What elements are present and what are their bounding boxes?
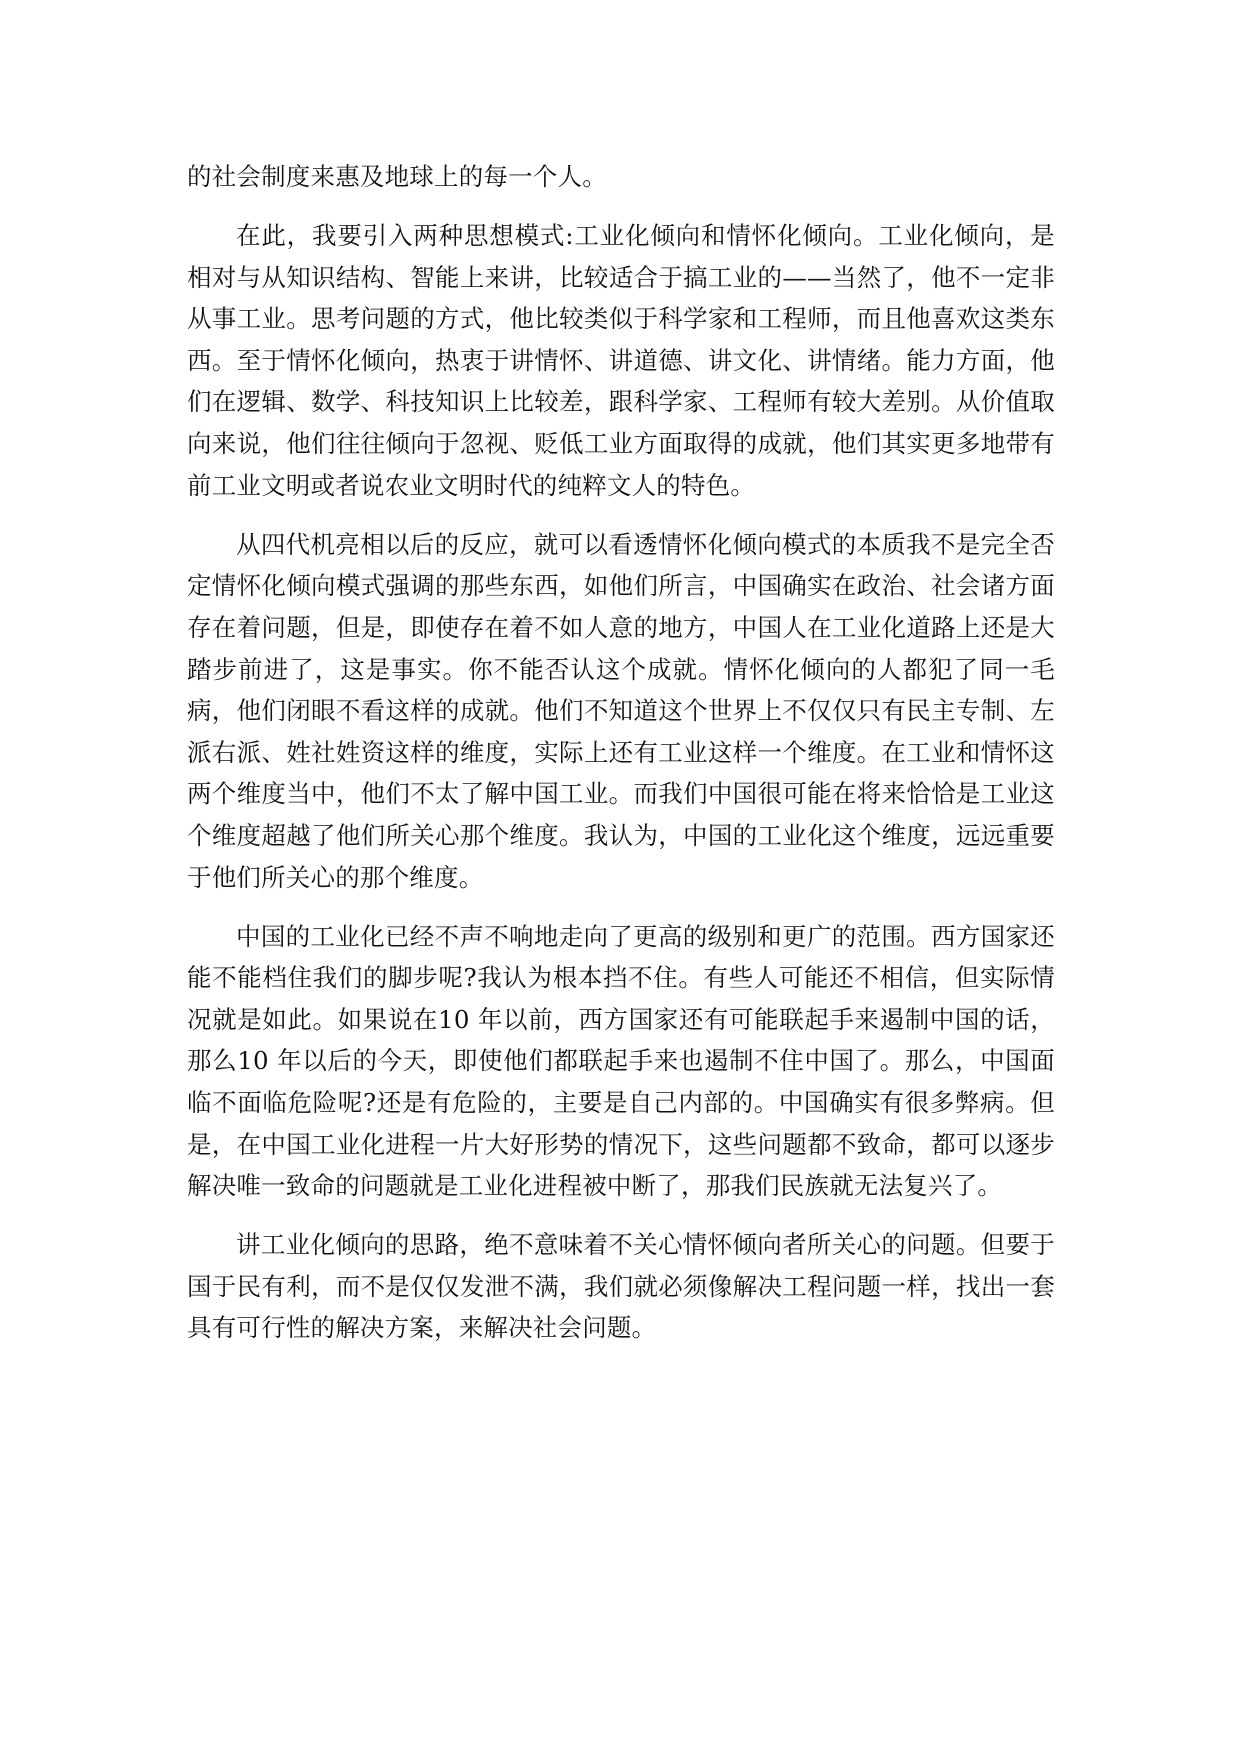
paragraph-industrialization-progress: 中国的工业化已经不声不响地走向了更高的级别和更广的范围。西方国家还能不能档住我们的脚步呢?我认为根本挡不住。有些人可能还不相信，但实际情况就是如此。如果说在10 年以前，西方国家还有可能联起手来遏制中国的话，那么10 年以后的今天，即使他们都联起手来也遏制不住中国了。那么，中国面临不面临危险呢?还是有危险的，主要是自己内部的。中国确实有很多弊病。但是，在中国工业化进程一片大好形势的情况下，这些问题都不致命，都可以逐步解决唯一致命的问题就是工业化进程被中断了，那我们民族就无法复兴了。	[187, 921, 1055, 1201]
paragraph-thinking-modes: 在此，我要引入两种思想模式:工业化倾向和情怀化倾向。工业化倾向，是相对与从知识结构、智能上来讲，比较适合于搞工业的——当然了，他不一定非从事工业。思考问题的方式，他比较类似于科学家和工程师，而且他喜欢这类东西。至于情怀化倾向，热衷于讲情怀、讲道德、讲文化、讲情绪。能力方面，他们在逻辑、数学、科技知识上比较差，跟科学家、工程师有较大差别。从价值取向来说，他们往往倾向于忽视、贬低工业方面取得的成就，他们其实更多地带有前工业文明或者说农业文明时代的纯粹文人的特色。	[187, 221, 1055, 500]
paragraph-continuation: 的社会制度来惠及地球上的每一个人。	[187, 162, 607, 191]
paragraph-fourth-gen-reaction: 从四代机亮相以后的反应，就可以看透情怀化倾向模式的本质我不是完全否定情怀化倾向模式强调的那些东西，如他们所言，中国确实在政治、社会诸方面存在着问题，但是，即使存在着不如人意的地方，中国人在工业化道路上还是大踏步前进了，这是事实。你不能否认这个成就。情怀化倾向的人都犯了同一毛病，他们闭眼不看这样的成就。他们不知道这个世界上不仅仅只有民主专制、左派右派、姓社姓资这样的维度，实际上还有工业这样一个维度。在工业和情怀这两个维度当中，他们不太了解中国工业。而我们中国很可能在将来恰恰是工业这个维度超越了他们所关心那个维度。我认为，中国的工业化这个维度，远远重要于他们所关心的那个维度。	[187, 529, 1055, 892]
document-page	[187, 156, 1055, 1696]
paragraph-conclusion: 讲工业化倾向的思路，绝不意味着不关心情怀倾向者所关心的问题。但要于国于民有利，而不是仅仅发泄不满，我们就必须像解决工程问题一样，找出一套具有可行性的解决方案，来解决社会问题。	[187, 1230, 1055, 1343]
